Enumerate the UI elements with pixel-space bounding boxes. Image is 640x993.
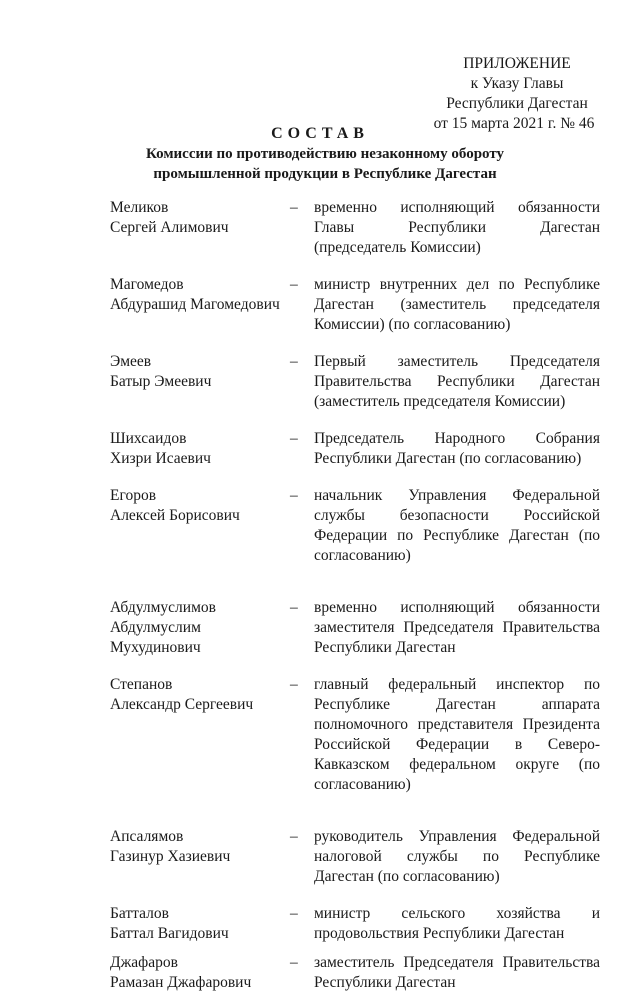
member-role: [314, 953, 600, 993]
member-role: [314, 675, 600, 795]
appendix-date: от 15 марта 2021 г. № 46: [433, 115, 595, 132]
member-role-line: временно исполняющий обязанности: [314, 199, 600, 216]
member-entry: [110, 675, 600, 795]
members-list: [110, 198, 600, 993]
member-name: [110, 953, 288, 993]
member-dash: –: [290, 276, 298, 293]
member-entry: [110, 953, 600, 993]
member-role: [314, 598, 600, 658]
member-name-line: Хизри Исаевич: [110, 450, 211, 467]
member-name-line: Шихсаидов: [110, 430, 187, 447]
member-entry: [110, 904, 600, 944]
document-subtitle: [110, 144, 540, 184]
member-dash: –: [290, 599, 298, 616]
member-role-line: Правительства Республики Дагестан: [314, 373, 600, 390]
member-name-line: Батыр Эмеевич: [110, 373, 212, 390]
member-role-line: (председатель Комиссии): [314, 239, 481, 256]
member-role-line: Главы Республики Дагестан: [314, 219, 600, 236]
appendix-label: ПРИЛОЖЕНИЕ: [463, 55, 571, 72]
member-name-line: Степанов: [110, 676, 173, 693]
member-dash: –: [290, 353, 298, 370]
member-role-line: Председатель Народного Собрания: [314, 430, 600, 447]
member-role: [314, 275, 600, 335]
member-name: [110, 904, 288, 944]
member-dash: –: [290, 676, 298, 693]
member-role-line: временно исполняющий обязанности: [314, 599, 600, 616]
member-entry: [110, 827, 600, 887]
member-role: [314, 827, 600, 887]
member-entry: [110, 598, 600, 658]
member-role: [314, 352, 600, 412]
member-entry: [110, 486, 600, 566]
document-title: СОСТАВ: [271, 125, 369, 142]
member-name-line: Апсалямов: [110, 828, 184, 845]
member-role-line: Республике Дагестан аппарата: [314, 696, 600, 713]
member-entry: [110, 198, 600, 258]
member-dash: –: [290, 828, 298, 845]
member-role-line: Кавказском федеральном округе (по: [314, 756, 600, 773]
member-dash: –: [290, 430, 298, 447]
member-role-line: начальник Управления Федеральной: [314, 487, 600, 504]
member-name-line: Егоров: [110, 487, 157, 504]
member-role-line: налоговой службы по Республике: [314, 848, 600, 865]
member-role-line: продовольствия Республики Дагестан: [314, 925, 565, 942]
member-name-line: Меликов: [110, 199, 169, 216]
member-role: [314, 486, 600, 566]
member-role-line: заместитель Председателя Правительства: [314, 954, 600, 971]
member-entry: [110, 429, 600, 469]
appendix-decree-ref: к Указу Главы: [470, 75, 564, 92]
member-role-line: Дагестан (заместитель председателя: [314, 296, 600, 313]
member-role-line: Республики Дагестан: [314, 639, 456, 656]
member-name: [110, 198, 288, 258]
member-role-line: согласованию): [314, 776, 411, 793]
member-role-line: руководитель Управления Федеральной: [314, 828, 600, 845]
member-name: [110, 429, 288, 469]
member-role-line: полномочного представителя Президента: [314, 716, 600, 733]
member-name-line: Батталов: [110, 905, 169, 922]
member-role-line: Республики Дагестан (по согласованию): [314, 450, 582, 467]
appendix-header: [432, 54, 602, 134]
member-dash: –: [290, 905, 298, 922]
member-name: [110, 486, 288, 566]
member-name-line: Мухудинович: [110, 639, 201, 656]
member-name-line: Джафаров: [110, 954, 178, 971]
member-role-line: Дагестан (по согласованию): [314, 868, 500, 885]
member-role-line: согласованию): [314, 547, 411, 564]
appendix-republic: Республики Дагестан: [446, 95, 588, 112]
subtitle-line: Комиссии по противодействию незаконному обороту: [145, 146, 505, 162]
member-name-line: Алексей Борисович: [110, 507, 240, 524]
member-name-line: Магомедов: [110, 276, 184, 293]
member-name: [110, 598, 288, 658]
member-role-line: главный федеральный инспектор по: [314, 676, 600, 693]
member-name: [110, 827, 288, 887]
member-name-line: Абдулмуслим: [110, 619, 201, 636]
member-role-line: Республики Дагестан: [314, 974, 456, 991]
member-name-line: Абдулмуслимов: [110, 599, 216, 616]
member-entry: [110, 352, 600, 412]
member-role-line: Первый заместитель Председателя: [314, 353, 600, 370]
subtitle-line: промышленной продукции в Республике Дагестан: [153, 166, 497, 182]
member-name: [110, 352, 288, 412]
member-role-line: службы безопасности Российской: [314, 507, 600, 524]
member-dash: –: [290, 487, 298, 504]
member-name-line: Сергей Алимович: [110, 219, 229, 236]
member-role: [314, 198, 600, 258]
member-role-line: Российской Федерации в Северо-: [314, 736, 600, 753]
member-role-line: заместителя Председателя Правительства: [314, 619, 600, 636]
member-role-line: Комиссии) (по согласованию): [314, 316, 511, 333]
member-role-line: министр внутренних дел по Республике: [314, 276, 600, 293]
member-dash: –: [290, 954, 298, 971]
member-entry: [110, 275, 600, 335]
member-name-line: Эмеев: [110, 353, 152, 370]
member-role-line: Федерации по Республике Дагестан (по: [314, 527, 600, 544]
member-name-line: Баттал Вагидович: [110, 925, 229, 942]
member-role-line: министр сельского хозяйства и: [314, 905, 600, 922]
member-role-line: (заместитель председателя Комиссии): [314, 393, 566, 410]
member-role: [314, 429, 600, 469]
member-role: [314, 904, 600, 944]
member-name: [110, 675, 288, 795]
member-dash: –: [290, 199, 298, 216]
member-name-line: Абдурашид Магомедович: [110, 296, 280, 313]
member-name-line: Газинур Хазиевич: [110, 848, 231, 865]
member-name-line: Александр Сергеевич: [110, 696, 254, 713]
member-name: [110, 275, 288, 335]
member-name-line: Рамазан Джафарович: [110, 974, 252, 991]
